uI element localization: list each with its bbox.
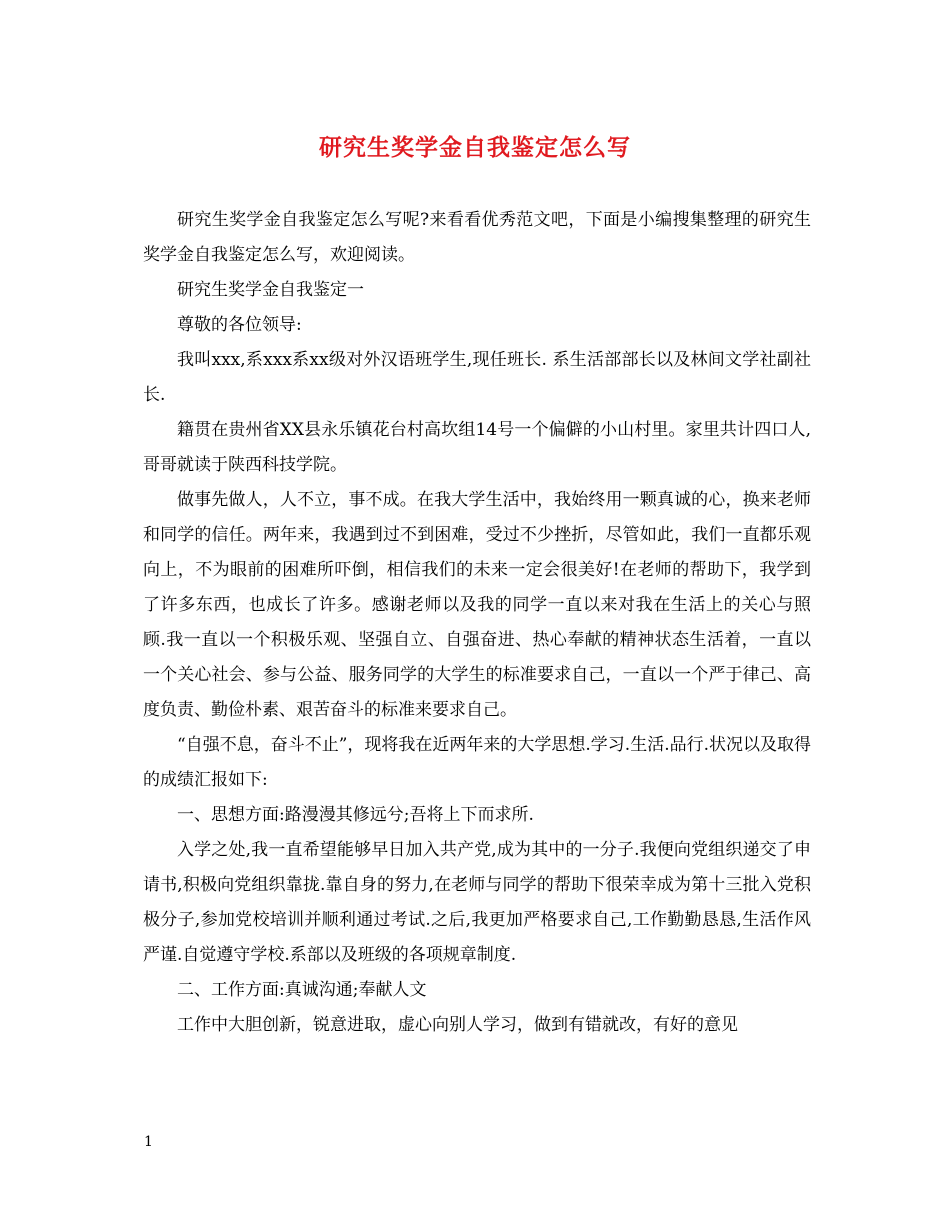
section-heading-1: 研究生奖学金自我鉴定一 [177,280,364,300]
paragraph-self-intro: 我叫xxx,系xxx系xx级对外汉语班学生,现任班长. 系生活部部长以及林间文学社副社长. [143,350,811,405]
page-number: 1 [144,1134,153,1150]
section-heading-work: 二、工作方面:真诚沟通;奉献人文 [177,980,427,1000]
page-title: 研究生奖学金自我鉴定怎么写 [319,134,631,161]
section-heading-thought: 一、思想方面:路漫漫其修远兮;吾将上下而求所. [177,805,534,825]
paragraph-hometown: 籍贯在贵州省XX县永乐镇花台村高坎组14号一个偏僻的小山村里。家里共计四口人,哥哥就读于陕西科技学院。 [143,420,811,475]
paragraph-intro: 研究生奖学金自我鉴定怎么写呢?来看看优秀范文吧，下面是小编搜集整理的研究生奖学金自我鉴定怎么写，欢迎阅读。 [143,210,811,265]
paragraph-report-intro: “自强不息，奋斗不止”，现将我在近两年来的大学思想.学习.生活.品行.状况以及取得的成绩汇报如下: [143,735,811,790]
document-body [143,203,811,1043]
paragraph-work: 工作中大胆创新，锐意进取，虚心向别人学习，做到有错就改，有好的意见 [177,1015,738,1035]
paragraph-party: 入学之处,我一直希望能够早日加入共产党,成为其中的一分子.我便向党组织递交了申请书,积极向党组织靠拢.靠自身的努力,在老师与同学的帮助下很荣幸成为第十三批入党积极分子,参加党校培训并顺利通过考试.之后,我更加严格要求自己,工作勤勤恳恳,生活作风严谨.自觉遵守学校.系部以及班级的各项规章制度. [143,840,811,965]
paragraph-character: 做事先做人，人不立，事不成。在我大学生活中，我始终用一颗真诚的心，换来老师和同学的信任。两年来，我遇到过不到困难，受过不少挫折，尽管如此，我们一直都乐观向上，不为眼前的困难所吓倒，相信我们的未来一定会很美好!在老师的帮助下，我学到了许多东西，也成长了许多。感谢老师以及我的同学一直以来对我在生活上的关心与照顾.我一直以一个积极乐观、坚强自立、自强奋进、热心奉献的精神状态生活着，一直以一个关心社会、参与公益、服务同学的大学生的标准要求自己，一直以一个严于律己、高度负责、勤俭朴素、艰苦奋斗的标准来要求自己。 [143,490,811,720]
salutation: 尊敬的各位领导: [177,315,302,335]
